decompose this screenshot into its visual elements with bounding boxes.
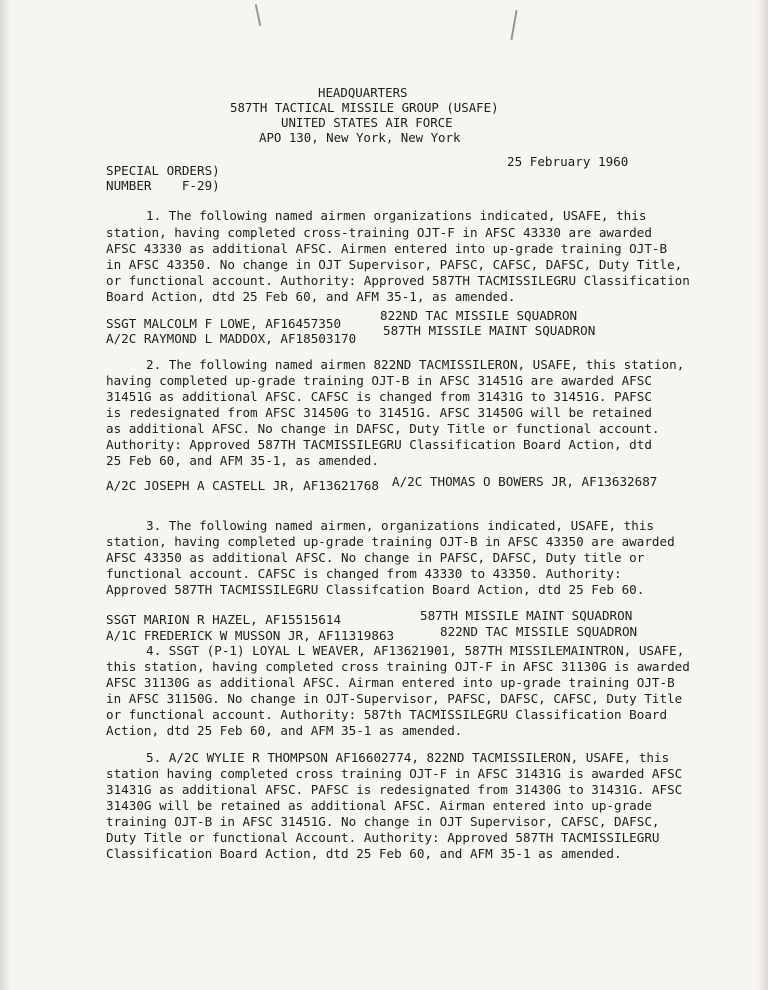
- para2-airman-name: A/2C JOSEPH A CASTELL JR, AF13621768: [106, 478, 379, 493]
- para2-line: 25 Feb 60, and AFM 35-1, as amended.: [106, 453, 379, 468]
- para1-line: AFSC 43330 as additional AFSC. Airmen entered into up-grade training OJT-B: [106, 241, 668, 256]
- para3-airman-unit: 822ND TAC MISSILE SQUADRON: [440, 624, 638, 639]
- staple-mark: [255, 4, 262, 26]
- para4-line: in AFSC 31150G. No change in OJT-Supervisor, PAFSC, DAFSC, CAFSC, Duty Title: [106, 691, 683, 706]
- page-left-edge-shadow: [0, 0, 10, 990]
- header-line-4: APO 130, New York, New York: [259, 130, 461, 145]
- para1-line: Board Action, dtd 25 Feb 60, and AFM 35-1, as amended.: [106, 289, 516, 304]
- para3-line: AFSC 43350 as additional AFSC. No change in PAFSC, DAFSC, Duty title or: [106, 550, 645, 565]
- para3-line: Approved 587TH TACMISSILEGRU Classifcation Board Action, dtd 25 Feb 60.: [106, 582, 645, 597]
- header-line-1: HEADQUARTERS: [318, 85, 408, 100]
- para2-line: is redesignated from AFSC 31450G to 31451G. AFSC 31450G will be retained: [106, 405, 652, 420]
- para4-line: 4. SSGT (P-1) LOYAL L WEAVER, AF13621901, 587TH MISSILEMAINTRON, USAFE,: [146, 643, 685, 658]
- para1-airman-unit: 822ND TAC MISSILE SQUADRON: [380, 308, 578, 323]
- para1-line: or functional account. Authority: Approved 587TH TACMISSILEGRU Classification: [106, 273, 690, 288]
- order-date: 25 February 1960: [507, 154, 629, 169]
- page-right-edge-shadow: [758, 0, 768, 990]
- para5-line: station having completed cross training OJT-F in AFSC 31431G is awarded AFSC: [106, 766, 683, 781]
- para3-line: station, having completed up-grade training OJT-B in AFSC 43350 are awarded: [106, 534, 675, 549]
- para3-airman-name: A/1C FREDERICK W MUSSON JR, AF11319863: [106, 628, 395, 643]
- para3-airman-name: SSGT MARION R HAZEL, AF15515614: [106, 612, 342, 627]
- special-orders-label: SPECIAL ORDERS): [106, 163, 220, 178]
- staple-mark: [510, 10, 517, 40]
- para5-line: 31431G as additional AFSC. PAFSC is redesignated from 31430G to 31431G. AFSC: [106, 782, 683, 797]
- para4-line: Action, dtd 25 Feb 60, and AFM 35-1 as amended.: [106, 723, 463, 738]
- para3-line: functional account. CAFSC is changed from 43330 to 43350. Authority:: [106, 566, 622, 581]
- para1-line: 1. The following named airmen organizations indicated, USAFE, this: [146, 208, 647, 223]
- para2-airman-name: A/2C THOMAS O BOWERS JR, AF13632687: [392, 474, 658, 489]
- para1-airman-unit: 587TH MISSILE MAINT SQUADRON: [383, 323, 596, 338]
- para2-line: 31451G as additional AFSC. CAFSC is changed from 31431G to 31451G. PAFSC: [106, 389, 652, 404]
- header-line-2: 587TH TACTICAL MISSILE GROUP (USAFE): [230, 100, 499, 115]
- para1-airman-name: SSGT MALCOLM F LOWE, AF16457350: [106, 316, 342, 331]
- para2-line: Authority: Approved 587TH TACMISSILEGRU Classification Board Action, dtd: [106, 437, 652, 452]
- para5-line: Classification Board Action, dtd 25 Feb 60, and AFM 35-1 as amended.: [106, 846, 622, 861]
- para5-line: 5. A/2C WYLIE R THOMPSON AF16602774, 822ND TACMISSILERON, USAFE, this: [146, 750, 670, 765]
- header-line-3: UNITED STATES AIR FORCE: [281, 115, 453, 130]
- para3-airman-unit: 587TH MISSILE MAINT SQUADRON: [420, 608, 633, 623]
- para2-line: as additional AFSC. No change in DAFSC, Duty Title or functional account.: [106, 421, 660, 436]
- para4-line: AFSC 31130G as additional AFSC. Airman entered into up-grade training OJT-B: [106, 675, 675, 690]
- para3-line: 3. The following named airmen, organizations indicated, USAFE, this: [146, 518, 654, 533]
- orders-number: NUMBER F-29): [106, 178, 220, 193]
- para2-line: 2. The following named airmen 822ND TACMISSILERON, USAFE, this station,: [146, 357, 685, 372]
- para5-line: Duty Title or functional Account. Authority: Approved 587TH TACMISSILEGRU: [106, 830, 660, 845]
- para5-line: training OJT-B in AFSC 31451G. No change in OJT Supervisor, CAFSC, DAFSC,: [106, 814, 660, 829]
- para4-line: or functional account. Authority: 587th TACMISSILEGRU Classification Board: [106, 707, 668, 722]
- para4-line: this station, having completed cross training OJT-F in AFSC 31130G is awarded: [106, 659, 690, 674]
- para1-line: station, having completed cross-training OJT-F in AFSC 43330 are awarded: [106, 225, 652, 240]
- para1-line: in AFSC 43350. No change in OJT Supervisor, PAFSC, CAFSC, DAFSC, Duty Title,: [106, 257, 683, 272]
- para2-line: having completed up-grade training OJT-B in AFSC 31451G are awarded AFSC: [106, 373, 652, 388]
- para1-airman-name: A/2C RAYMOND L MADDOX, AF18503170: [106, 331, 357, 346]
- para5-line: 31430G will be retained as additional AFSC. Airman entered into up-grade: [106, 798, 652, 813]
